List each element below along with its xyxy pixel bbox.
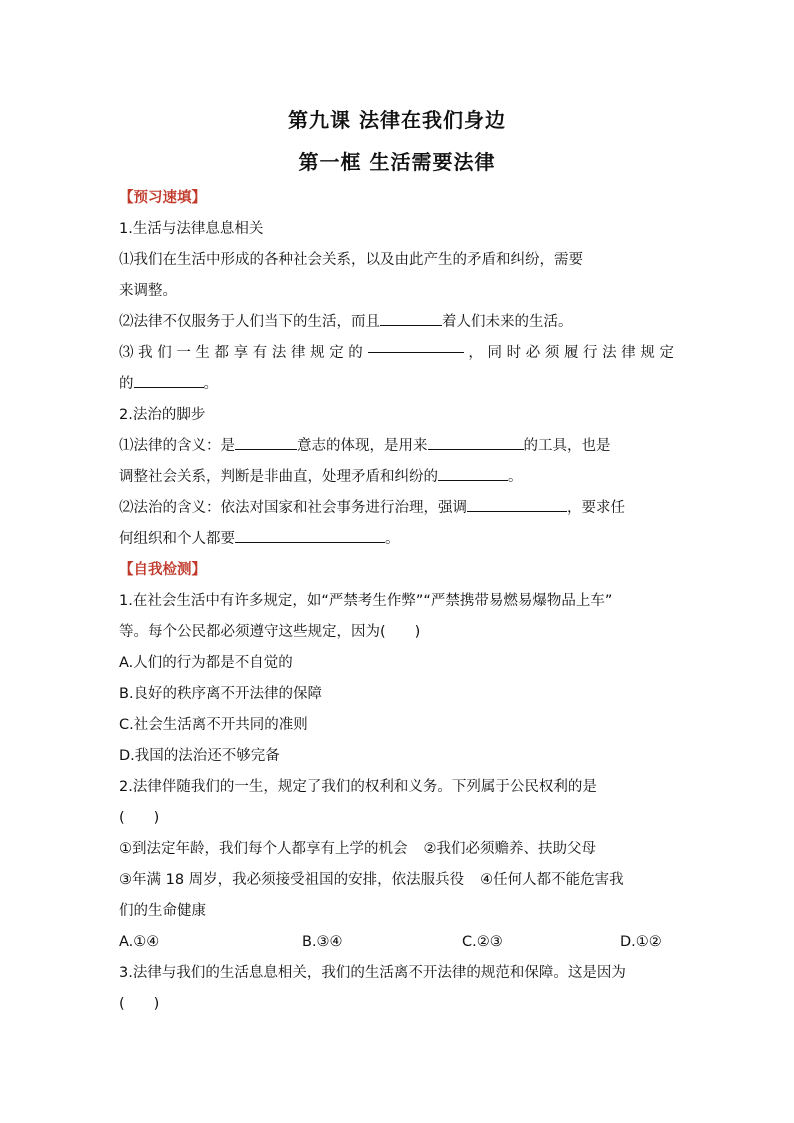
question-2-option-c[interactable]: C.②③ [462,934,503,950]
text-span: ⑵法治的含义：依法对国家和社会事务进行治理，强调 [119,500,467,516]
question-2-statements-2 [119,865,679,896]
question-3-answer-paren: ( ) [119,996,160,1012]
text-span: ②我们必须赡养、扶助父母 [423,841,596,857]
question-2-statements-1 [119,834,679,865]
question-3: 3.法律与我们的生活息息相关，我们的生活离不开法律的规范和保障。这是因为 [119,965,626,981]
question-1-option-a[interactable]: A.人们的行为都是不自觉的 [119,655,293,671]
fill-blank[interactable] [235,435,297,450]
text-span: 。 [385,531,400,547]
fill-blank[interactable] [380,311,442,326]
preview-header: 【预习速填】 [119,190,206,206]
preview-item-1-2 [119,307,679,338]
preview-item-1: 1.生活与法律息息相关 [119,221,264,237]
question-1-cont: 等。每个公民都必须遵守这些规定，因为( ) [119,624,421,640]
preview-item-2-1-cont [119,462,679,493]
fill-blank[interactable] [368,338,464,353]
fill-blank[interactable] [134,373,204,388]
preview-item-1-1-cont [119,276,679,307]
question-1-option-c[interactable]: C.社会生活离不开共同的准则 [119,717,308,733]
preview-item-2: 2.法治的脚步 [119,407,206,423]
text-span: ①到法定年龄，我们每个人都享有上学的机会 [119,841,408,857]
document-body [119,183,679,1020]
text-span: ③年满 18 周岁，我必须接受祖国的安排，依法服兵役 [119,872,465,888]
text-span: 调整社会关系，判断是非曲直，处理矛盾和纠纷的 [119,469,438,485]
preview-item-1-3 [119,338,674,369]
text-span: ④任何人都不能危害我 [480,872,624,888]
question-1-option-d[interactable]: D.我国的法治还不够完备 [119,748,280,764]
preview-item-2-2 [119,493,679,524]
preview-item-2-1 [119,431,679,462]
question-2-answer-paren: ( ) [119,810,160,826]
question-2-option-b[interactable]: B.③④ [302,934,343,950]
fill-blank[interactable] [438,466,508,481]
question-2: 2.法律伴随我们的一生，规定了我们的权利和义务。下列属于公民权利的是 [119,779,597,795]
preview-item-1-3-cont [119,369,679,400]
text-span: ⑵法律不仅服务于人们当下的生活，而且 [119,314,380,330]
fill-blank[interactable] [467,497,567,512]
preview-item-1-1: ⑴我们在生活中形成的各种社会关系，以及由此产生的矛盾和纠纷，需要 [119,252,583,268]
text-span: ，要求任 [567,500,625,516]
lesson-title: 第九课 法律在我们身边 [288,108,506,132]
section-title: 第一框 生活需要法律 [298,150,496,174]
text-span: 的工具，也是 [523,438,611,454]
text-span: 。 [203,376,218,392]
question-1: 1.在社会生活中有许多规定，如“严禁考生作弊”“严禁携带易燃易爆物品上车” [119,593,613,609]
text-span: 着人们未来的生活。 [442,314,573,330]
text-span: 。 [508,469,523,485]
text-span: 意志的体现，是用来 [297,438,428,454]
text-span: 何组织和个人都要 [119,531,235,547]
fill-blank[interactable] [235,528,385,543]
preview-item-2-2-cont [119,524,679,555]
question-2-options [119,927,679,958]
question-2-option-a[interactable]: A.①④ [119,934,160,950]
question-1-option-b[interactable]: B.良好的秩序离不开法律的保障 [119,686,323,702]
text-span: ， 同 时 必 须 履 行 法 律 规 定 [468,345,674,361]
selfcheck-header: 【自我检测】 [119,562,206,578]
text-span: ⑶ 我 们 一 生 都 享 有 法 律 规 定 的 [119,345,363,361]
text-span: ⑴法律的含义：是 [119,438,235,454]
question-2-option-d[interactable]: D.①② [620,934,662,950]
fill-blank[interactable] [428,435,524,450]
text-span: 的 [119,376,134,392]
text-span: 来调整。 [119,283,177,299]
question-2-statements-3: 们的生命健康 [119,903,206,919]
